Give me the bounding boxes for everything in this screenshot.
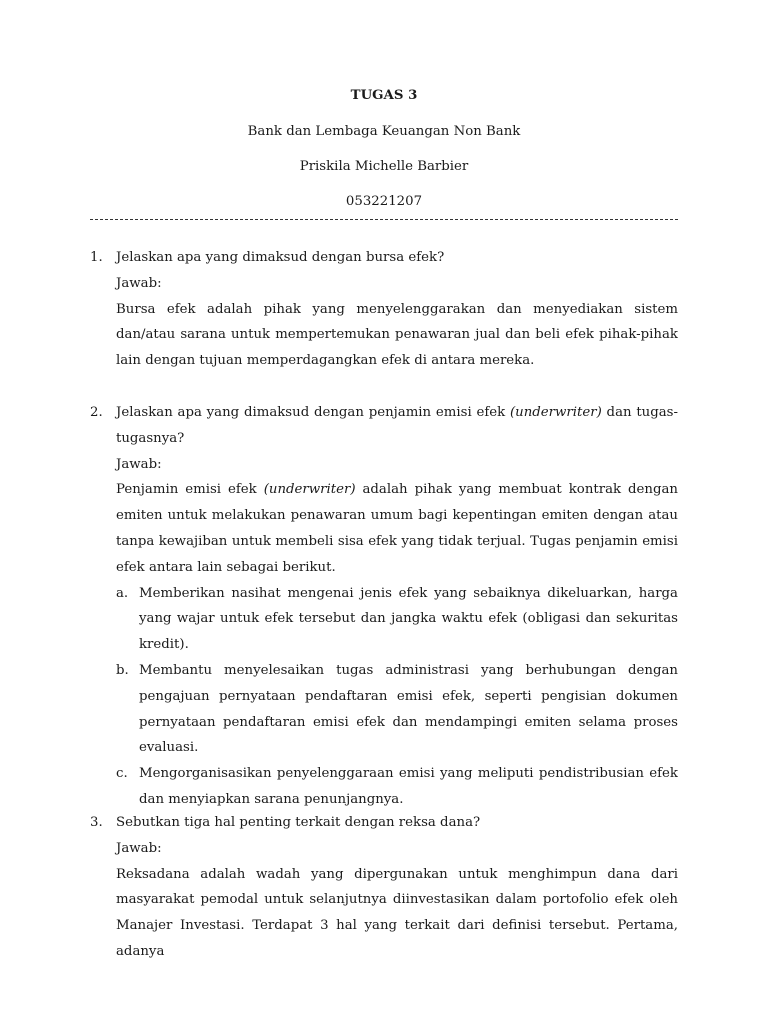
answer-text-part: Penjamin emisi efek: [116, 482, 264, 498]
answer-label: Jawab:: [116, 275, 162, 291]
question-3: [90, 810, 678, 965]
question-text-part: dan tugas-tugasnya?: [116, 405, 678, 446]
sub-item-text: Membantu menyelesaikan tugas administrasi yang berhubungan dengan pengajuan pernyataan pendaftaran emisi efek, seperti pengisian dokumen pernyataan pendaftaran emisi efek dan mendampingi emiten selama proses evaluasi.: [139, 662, 678, 756]
answer-text-part: adalah pihak yang membuat kontrak dengan emiten untuk melakukan penawaran umum bagi kepentingan emiten dengan atau tanpa kewajiban untuk membeli sisa efek yang tidak terjual. Tugas penjamin emisi efek antara lain sebagai berikut.: [116, 482, 678, 575]
answer-text: [116, 477, 678, 580]
answer-label: Jawab:: [116, 456, 162, 472]
question-2: [90, 400, 678, 813]
question-text: Jelaskan apa yang dimaksud dengan bursa efek?: [116, 250, 445, 265]
answer-text: Reksadana adalah wadah yang dipergunakan untuk menghimpun dana dari masyarakat pemodal untuk selanjutnya diinvestasikan dalam portofolio efek oleh Manajer Investasi. Terdapat 3 hal yang terkait dari definisi tersebut. Pertama, adanya: [116, 866, 678, 959]
dashed-divider: [90, 219, 678, 220]
question-text: [116, 400, 678, 452]
question-1: [90, 245, 678, 374]
sub-item-b: [116, 658, 678, 761]
document-title: TUGAS 3: [350, 88, 418, 103]
sub-item-text: Mengorganisasikan penyelenggaraan emisi yang meliputi pendistribusian efek dan menyiapkan sarana penunjangnya.: [139, 766, 678, 807]
sub-item-a: [116, 581, 678, 658]
sub-item-c: [116, 761, 678, 813]
question-number: 1.: [90, 250, 103, 265]
sub-item-marker: a.: [116, 585, 129, 601]
question-text-part: Jelaskan apa yang dimaksud dengan penjamin emisi efek: [116, 405, 510, 420]
sub-item-marker: b.: [116, 662, 129, 678]
sub-item-text: Memberikan nasihat mengenai jenis efek yang sebaiknya dikeluarkan, harga yang wajar untuk efek tersebut dan jangka waktu efek (obligasi dan sekuritas kredit).: [139, 585, 678, 653]
answer-text-italic: (underwriter): [263, 482, 356, 498]
sub-item-marker: c.: [116, 766, 128, 782]
question-text-italic: (underwriter): [509, 405, 602, 420]
author-name: Priskila Michelle Barbier: [299, 159, 469, 174]
answer-text: Bursa efek adalah pihak yang menyelenggarakan dan menyediakan sistem dan/atau sarana untuk mempertemukan penawaran jual dan beli efek pihak-pihak lain dengan tujuan memperdagangkan efek di antara mereka.: [116, 301, 678, 369]
question-number: 3.: [90, 815, 103, 830]
student-id: 053221207: [345, 194, 423, 209]
answer-label: Jawab:: [116, 840, 162, 856]
course-name: Bank dan Lembaga Keuangan Non Bank: [247, 124, 521, 139]
question-text: Sebutkan tiga hal penting terkait dengan reksa dana?: [116, 815, 481, 830]
question-number: 2.: [90, 405, 103, 420]
